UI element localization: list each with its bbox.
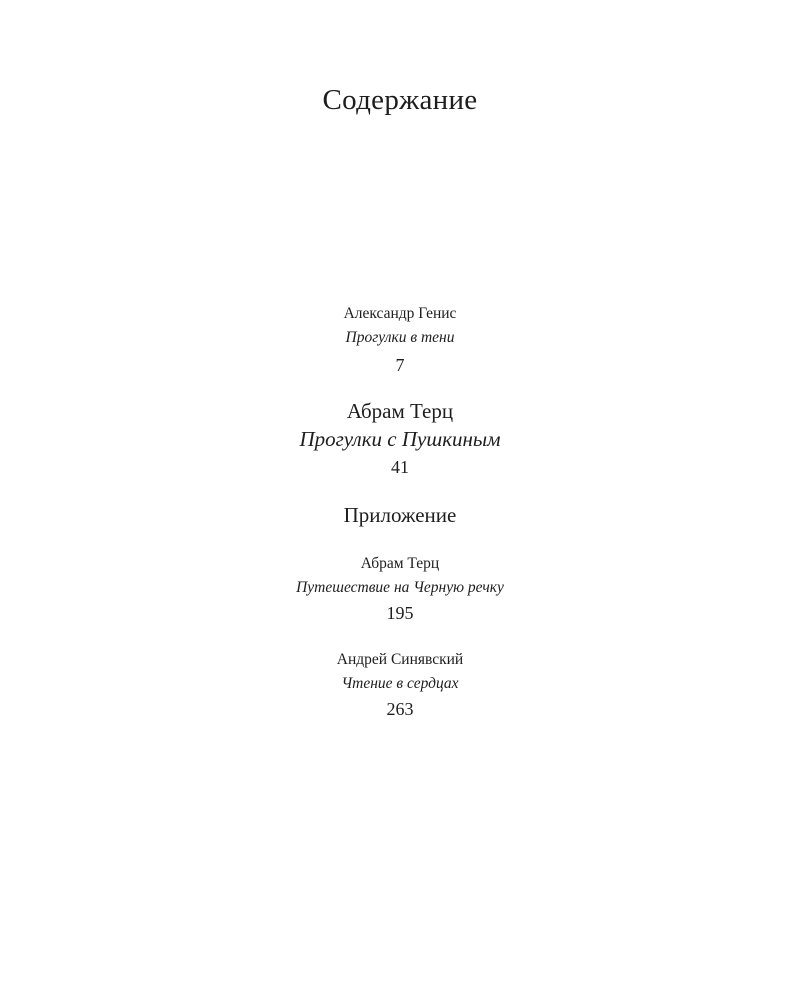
appendix-entry-2-author: Андрей Синявский (336, 651, 464, 668)
toc-entry-1-title: Прогулки в тени (345, 329, 455, 346)
appendix-entry-2-page: 263 (386, 699, 414, 719)
appendix-entry-1-page: 195 (386, 603, 414, 623)
toc-entry-2-title: Прогулки с Пушкиным (299, 427, 501, 451)
toc-entry-1-page: 7 (395, 355, 405, 375)
toc-entry-2-page: 41 (391, 457, 409, 477)
page-title: Содержание (322, 84, 478, 116)
toc-entry-1-author: Александр Генис (343, 305, 457, 322)
toc-entry-2-author: Абрам Терц (346, 399, 454, 423)
appendix-entry-1-title: Путешествие на Черную речку (296, 579, 504, 596)
appendix-entry-1-author: Абрам Терц (360, 555, 440, 572)
appendix-heading: Приложение (343, 503, 457, 527)
appendix-entry-2-title: Чтение в сердцах (341, 675, 459, 692)
